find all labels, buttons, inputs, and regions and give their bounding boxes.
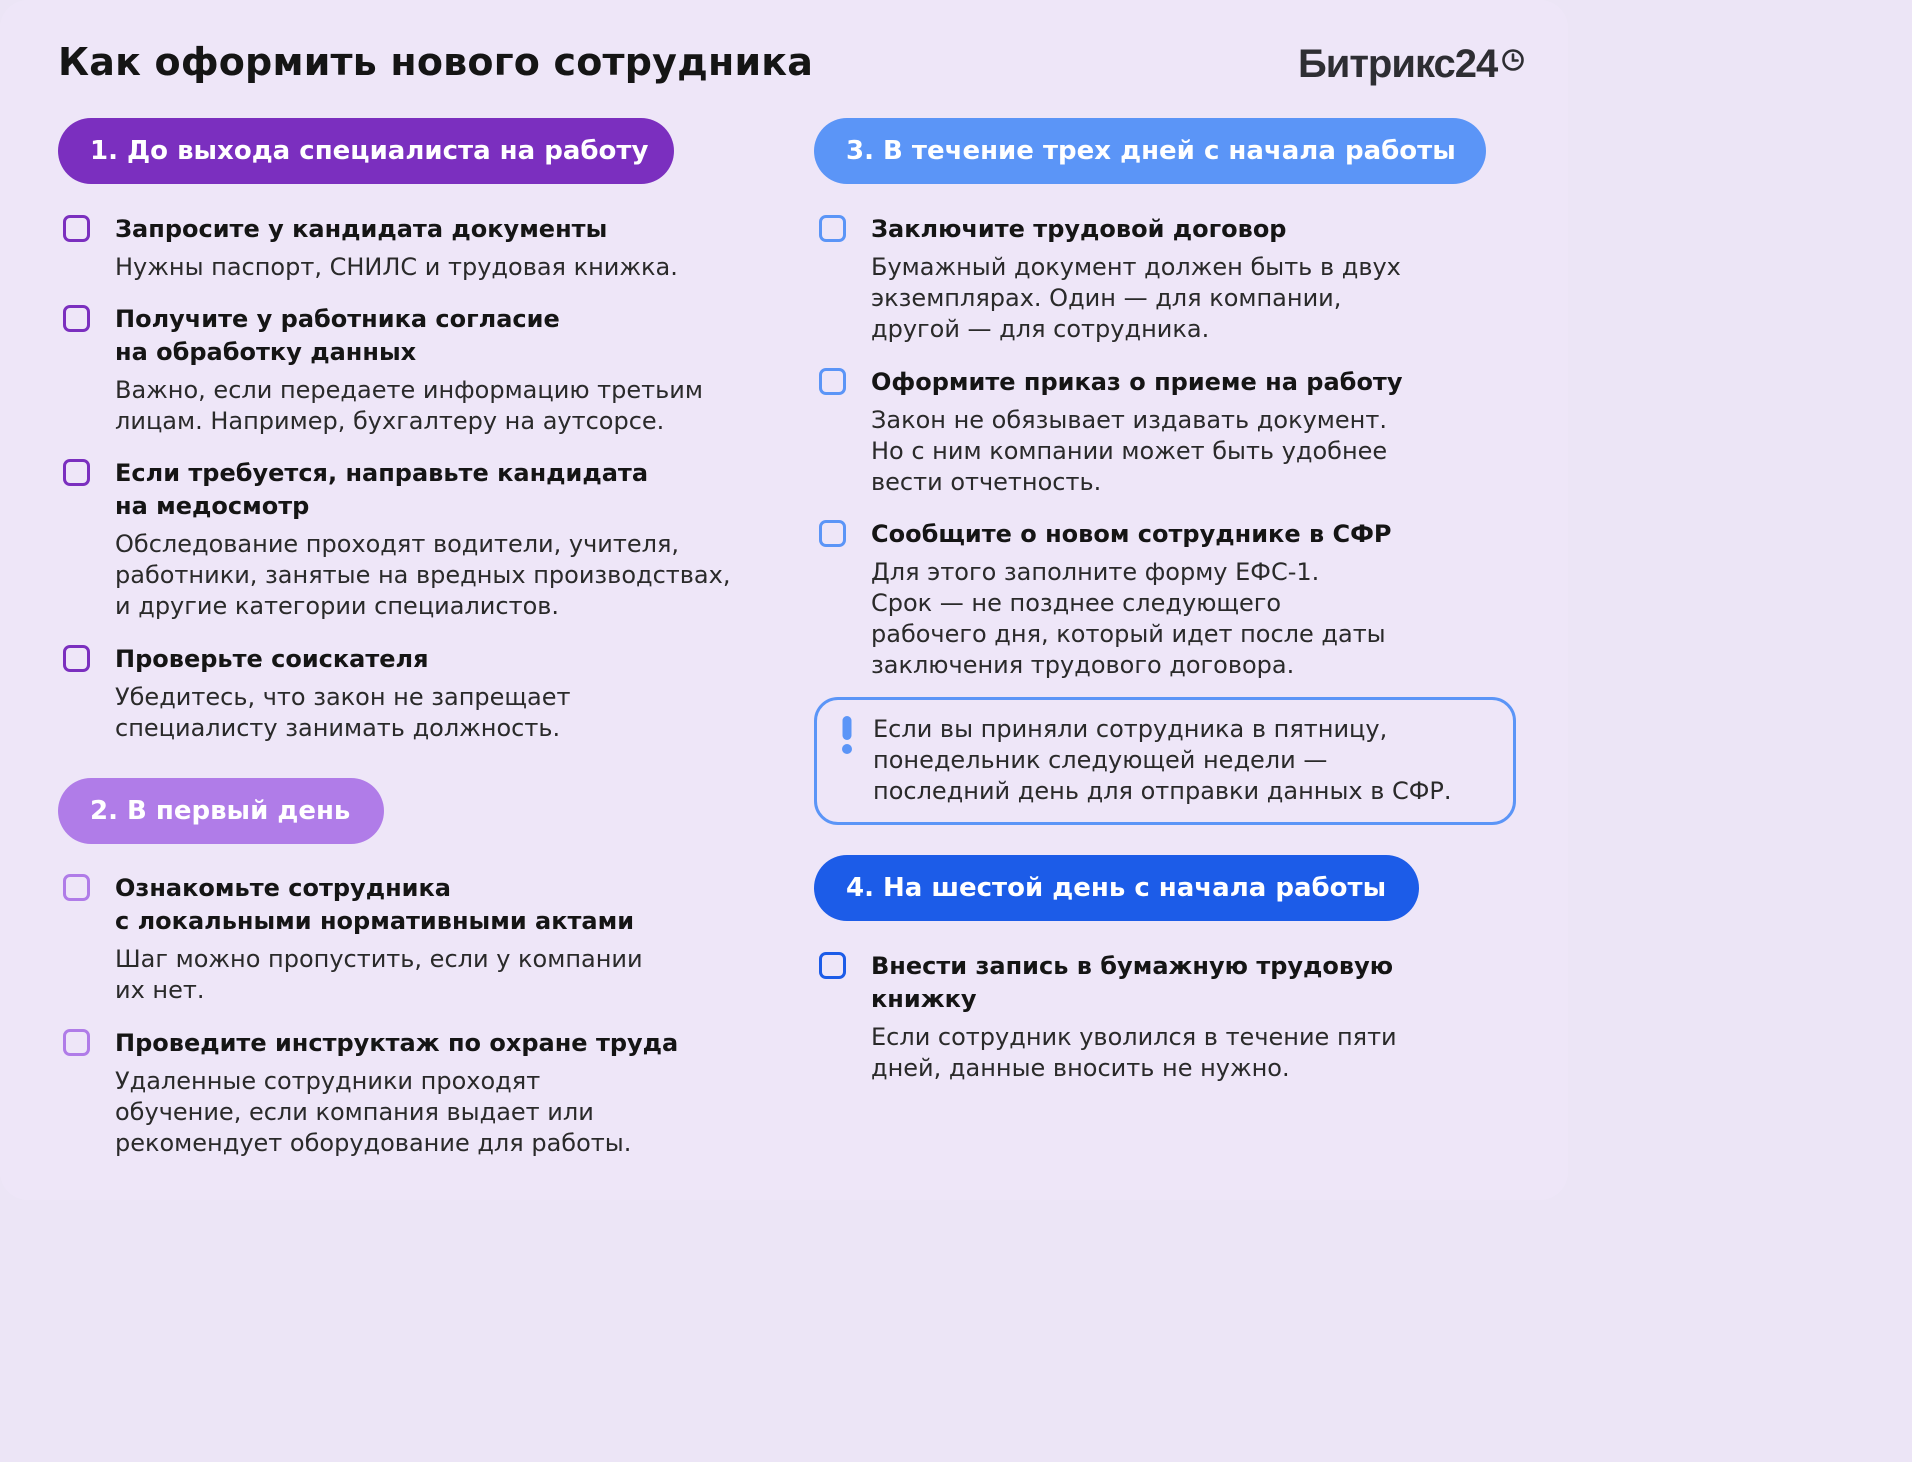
checkbox[interactable] [63,305,90,332]
checklist-item [115,1027,775,1159]
checkbox[interactable] [63,645,90,672]
checklist-item [115,872,775,1006]
item-title: Сообщите о новом сотруднике в СФР [871,520,1392,548]
item-title: Оформите приказ о приеме на работу [871,368,1403,396]
item-title: Если требуется, направьте кандидата на медосмотр [115,459,649,520]
checklist-item [115,643,775,744]
exclamation-icon [841,716,853,756]
checkbox[interactable] [63,459,90,486]
checkbox[interactable] [63,1029,90,1056]
page-title: Как оформить нового сотрудника [58,40,814,84]
checkbox[interactable] [63,215,90,242]
item-title: Запросите у кандидата документы [115,215,608,243]
item-title: Проведите инструктаж по охране труда [115,1029,679,1057]
checklist-item [871,518,1491,681]
item-title: Проверьте соискателя [115,645,429,673]
item-description: Нужны паспорт, СНИЛС и трудовая книжка. [115,253,678,281]
item-title: Получите у работника согласие на обработку данных [115,305,560,366]
checklist-item [871,213,1491,345]
checkbox[interactable] [819,952,846,979]
note-text: Если вы приняли сотрудника в пятницу, понедельник следующей недели — последний день для отправки данных в СФР. [873,715,1452,805]
checkbox[interactable] [819,215,846,242]
item-description: Убедитесь, что закон не запрещает специалисту занимать должность. [115,683,571,742]
checklist-item [115,213,775,283]
section-3-header: 3. В течение трех дней с начала работы [814,118,1486,184]
checklist-item [871,950,1491,1084]
item-title: Ознакомьте сотрудника с локальными нормативными актами [115,874,635,935]
item-description: Шаг можно пропустить, если у компании их нет. [115,945,643,1004]
section-2-header: 2. В первый день [58,778,384,844]
item-description: Для этого заполните форму ЕФС-1. Срок — не позднее следующего рабочего дня, который идет после даты заключения трудового договора. [871,558,1386,679]
item-title: Заключите трудовой договор [871,215,1287,243]
checkbox[interactable] [63,874,90,901]
section-4-header: 4. На шестой день с начала работы [814,855,1419,921]
checklist-item [871,366,1491,498]
checklist-item [115,457,775,622]
clock-icon [1501,48,1525,72]
item-description: Закон не обязывает издавать документ. Но с ним компании может быть удобнее вести отчетность. [871,406,1388,496]
item-description: Важно, если передаете информацию третьим лицам. Например, бухгалтеру на аутсорсе. [115,376,703,435]
item-title: Внести запись в бумажную трудовую книжку [871,952,1394,1013]
section-1-header: 1. До выхода специалиста на работу [58,118,674,184]
important-note [814,697,1516,825]
item-description: Удаленные сотрудники проходят обучение, если компания выдает или рекомендует оборудование для работы. [115,1067,632,1157]
item-description: Бумажный документ должен быть в двух экземплярах. Один — для компании, другой — для сотрудника. [871,253,1401,343]
checkbox[interactable] [819,368,846,395]
item-description: Если сотрудник уволился в течение пяти дней, данные вносить не нужно. [871,1023,1397,1082]
logo-text: Битрикс24 [1298,42,1498,86]
item-description: Обследование проходят водители, учителя, работники, занятые на вредных производствах, и другие категории специалистов. [115,530,731,620]
brand-logo [1298,42,1525,87]
checklist-item [115,303,775,437]
checkbox[interactable] [819,520,846,547]
